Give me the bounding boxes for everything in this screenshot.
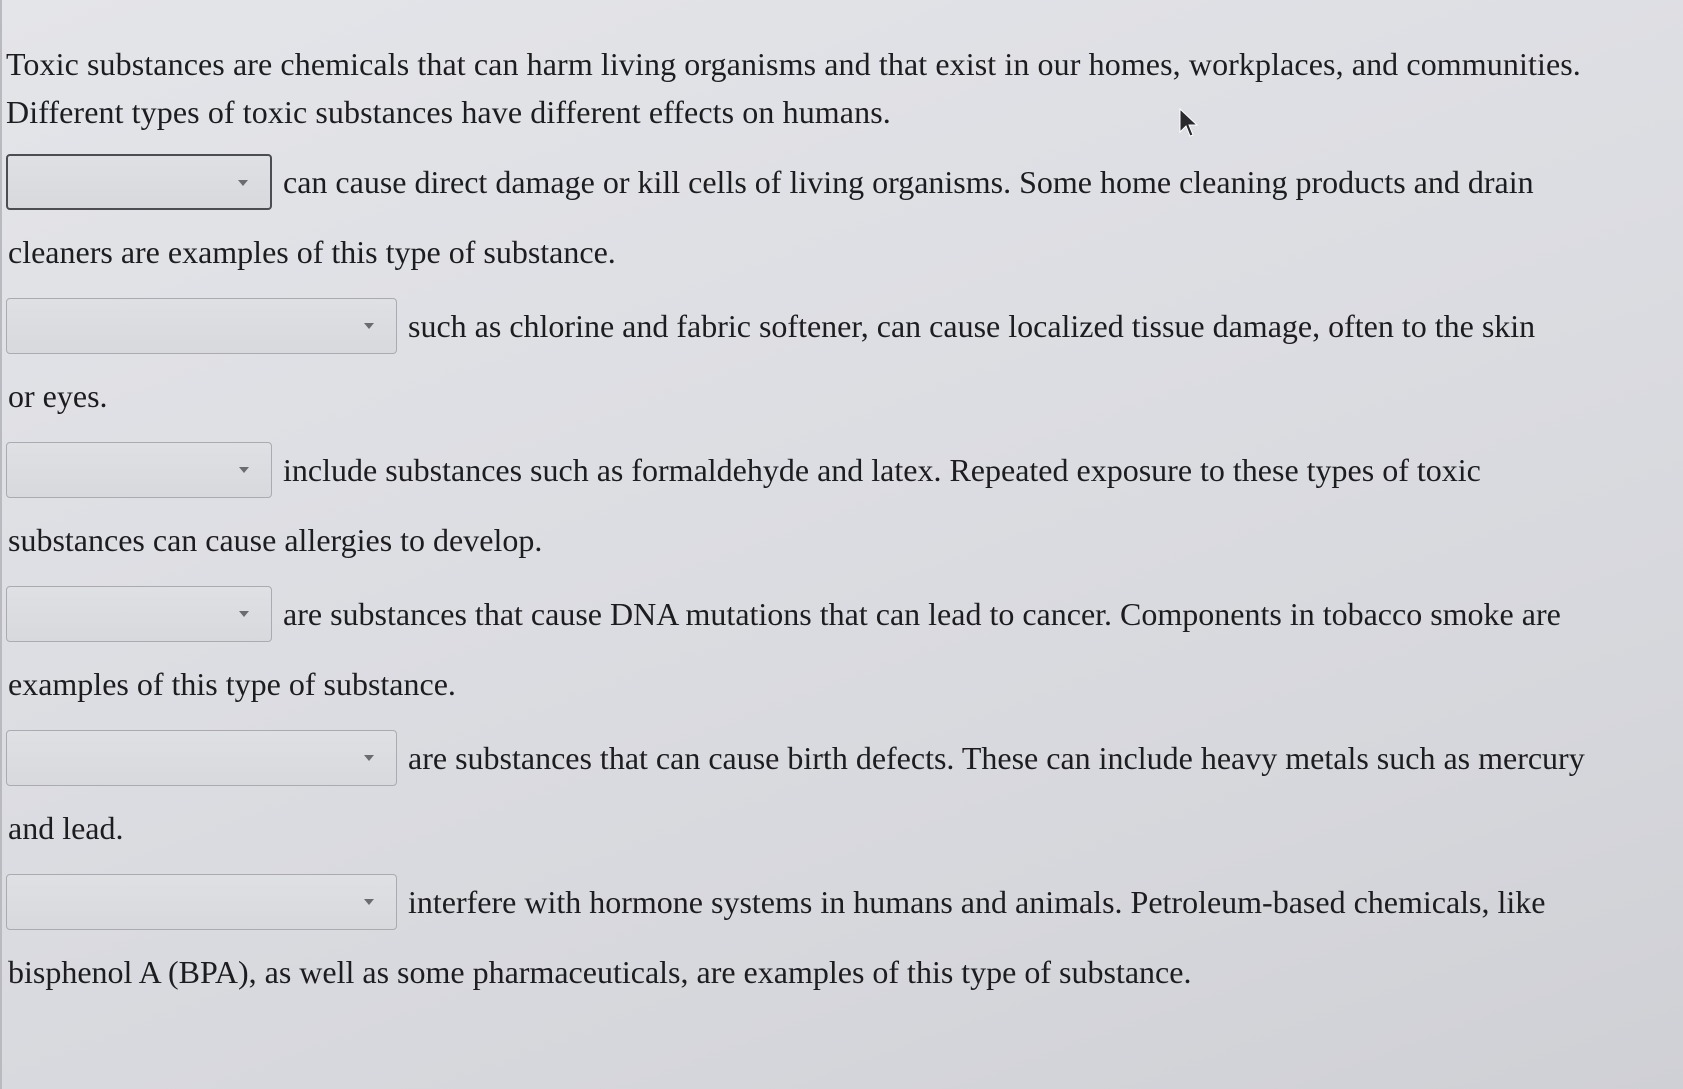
question-3-text-continued: substances can cause allergies to develop. — [8, 522, 543, 558]
mouse-pointer-icon — [1178, 108, 1200, 138]
chevron-down-icon — [239, 467, 249, 473]
question-4 — [6, 586, 1656, 710]
intro-line-1: Toxic substances are chemicals that can harm living organisms and that exist in our homes, workplaces, and communities. — [6, 46, 1581, 82]
question-6 — [6, 874, 1656, 998]
chevron-down-icon — [364, 323, 374, 329]
chevron-down-icon — [364, 899, 374, 905]
question-5 — [6, 730, 1656, 854]
question-4-text: are substances that cause DNA mutations that can lead to cancer. Components in tobacco smoke are — [283, 596, 1561, 632]
chevron-down-icon — [238, 180, 248, 186]
chevron-down-icon — [239, 611, 249, 617]
question-1-text-continued: cleaners are examples of this type of substance. — [8, 234, 616, 270]
dropdown-5[interactable] — [6, 730, 397, 786]
question-6-text: interfere with hormone systems in humans and animals. Petroleum-based chemicals, like — [408, 884, 1546, 920]
question-4-text-continued: examples of this type of substance. — [8, 666, 456, 702]
question-6-text-continued: bisphenol A (BPA), as well as some pharmaceuticals, are examples of this type of substance. — [8, 954, 1192, 990]
dropdown-1[interactable] — [6, 154, 272, 210]
question-1 — [6, 154, 1656, 278]
intro-paragraph — [6, 40, 1656, 136]
dropdown-6[interactable] — [6, 874, 397, 930]
intro-line-2: Different types of toxic substances have different effects on humans. — [6, 94, 891, 130]
question-5-text-continued: and lead. — [8, 810, 124, 846]
question-2-text: such as chlorine and fabric softener, can cause localized tissue damage, often to the skin — [408, 308, 1536, 344]
question-1-text: can cause direct damage or kill cells of living organisms. Some home cleaning products and drain — [283, 164, 1534, 200]
question-5-text: are substances that can cause birth defects. These can include heavy metals such as mercury — [408, 740, 1585, 776]
question-3 — [6, 442, 1656, 566]
chevron-down-icon — [364, 755, 374, 761]
question-content — [6, 40, 1656, 1018]
dropdown-3[interactable] — [6, 442, 272, 498]
question-2 — [6, 298, 1656, 422]
question-3-text: include substances such as formaldehyde and latex. Repeated exposure to these types of toxic — [283, 452, 1481, 488]
question-2-text-continued: or eyes. — [8, 378, 108, 414]
dropdown-4[interactable] — [6, 586, 272, 642]
dropdown-2[interactable] — [6, 298, 397, 354]
screen-edge — [0, 0, 2, 1089]
